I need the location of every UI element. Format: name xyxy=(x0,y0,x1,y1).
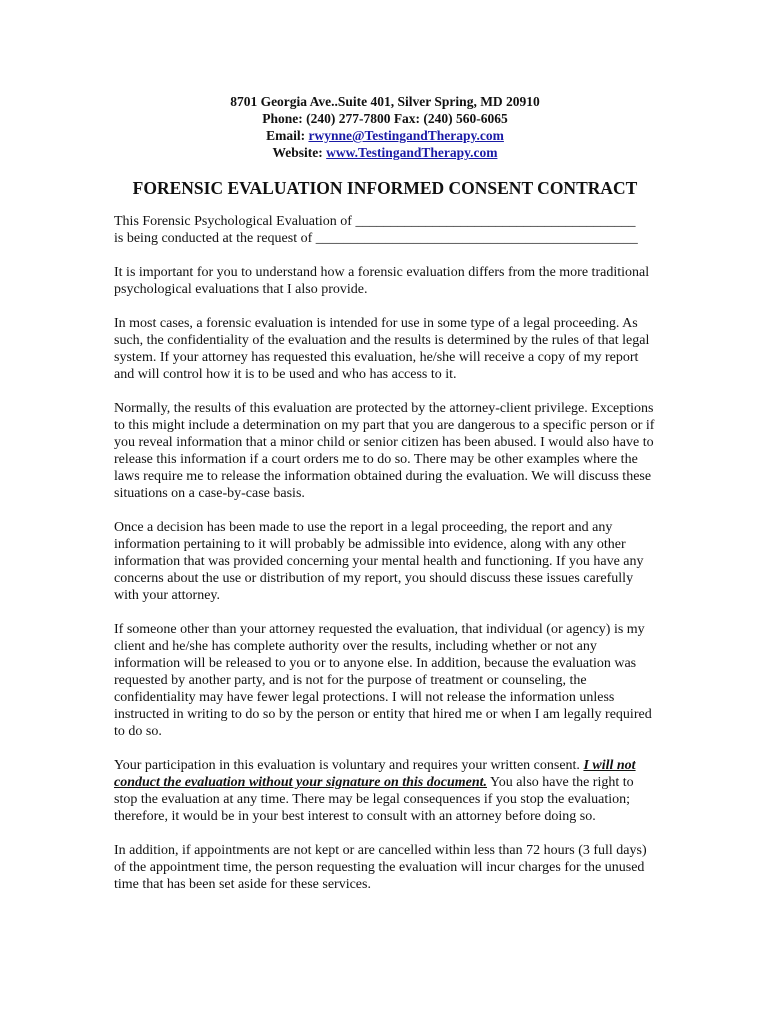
evaluee-name-field[interactable]: This Forensic Psychological Evaluation of ________________________________________ xyxy=(114,214,636,229)
website-link[interactable]: www.TestingandTherapy.com xyxy=(326,145,498,160)
paragraph-1: It is important for you to understand how a forensic evaluation differs from the more traditional psychological evaluations that I also provide. xyxy=(114,265,650,297)
paragraph-7: In addition, if appointments are not kept or are cancelled within less than 72 hours (3 full days) of the appointment time, the person requesting the evaluation will incur charges for the unused time that has been set aside for these services. xyxy=(114,843,647,892)
paragraph-5: If someone other than your attorney requested the evaluation, that individual (or agency) is my client and he/she has complete authority over the results, including whether or not any information will be released to you or to anyone else. In addition, because the evaluation was requested by another party, and is not for the purpose of treatment or counseling, the confidentiality may have fewer legal protections. I will not release the information unless instructed in writing to do so by the person or entity that hired me or when I am legally required to do so. xyxy=(114,622,652,739)
email-link[interactable]: rwynne@TestingandTherapy.com xyxy=(308,128,504,143)
paragraph-2: In most cases, a forensic evaluation is intended for use in some type of a legal proceeding. As such, the confidentiality of the evaluation and the results is determined by the rules of that legal system. If your attorney has requested this evaluation, he/she will receive a copy of my report and will control how it is to be used and who has access to it. xyxy=(114,316,650,382)
p6-end: You also have the right to stop the evaluation at any time. There may be legal consequences if you stop the evaluation; therefore, it would be in your best interest to consult with an attorney before doing so. xyxy=(114,775,634,824)
p6-start: Your participation in this evaluation is voluntary and requires your written consent. xyxy=(114,758,584,773)
email-label: Email: xyxy=(266,128,309,143)
letterhead xyxy=(0,93,770,161)
requester-field[interactable]: is being conducted at the request of ______________________________________________ xyxy=(114,231,638,246)
paragraph-3: Normally, the results of this evaluation are protected by the attorney-client privilege. Exceptions to this might include a determination on my part that you are dangerous to a specific person or if you reveal information that a minor child or senior citizen has been abused. I would also have to release this information if a court orders me to do so. There may be other examples where the laws require me to release the information obtained during the evaluation. We will discuss these situations on a case-by-case basis. xyxy=(114,401,655,501)
signature-requirement: I will not conduct the evaluation without your signature on this document. xyxy=(114,758,636,790)
website-line xyxy=(0,144,770,161)
document-title: FORENSIC EVALUATION INFORMED CONSENT CONTRACT xyxy=(132,178,638,198)
email-line xyxy=(0,127,770,144)
paragraph-4: Once a decision has been made to use the report in a legal proceeding, the report and any information pertaining to it will probably be admissible into evidence, along with any other information that was provided concerning your mental health and functioning. If you have any concerns about the use or distribution of my report, you should discuss these issues carefully with your attorney. xyxy=(114,520,644,603)
website-label: Website: xyxy=(272,145,327,160)
phone-fax-line: Phone: (240) 277-7800 Fax: (240) 560-6065 xyxy=(262,111,508,126)
paragraph-6 xyxy=(114,757,659,825)
form-fields xyxy=(114,213,659,247)
address-line: 8701 Georgia Ave..Suite 401, Silver Spring, MD 20910 xyxy=(230,94,540,109)
document-body xyxy=(114,213,659,910)
